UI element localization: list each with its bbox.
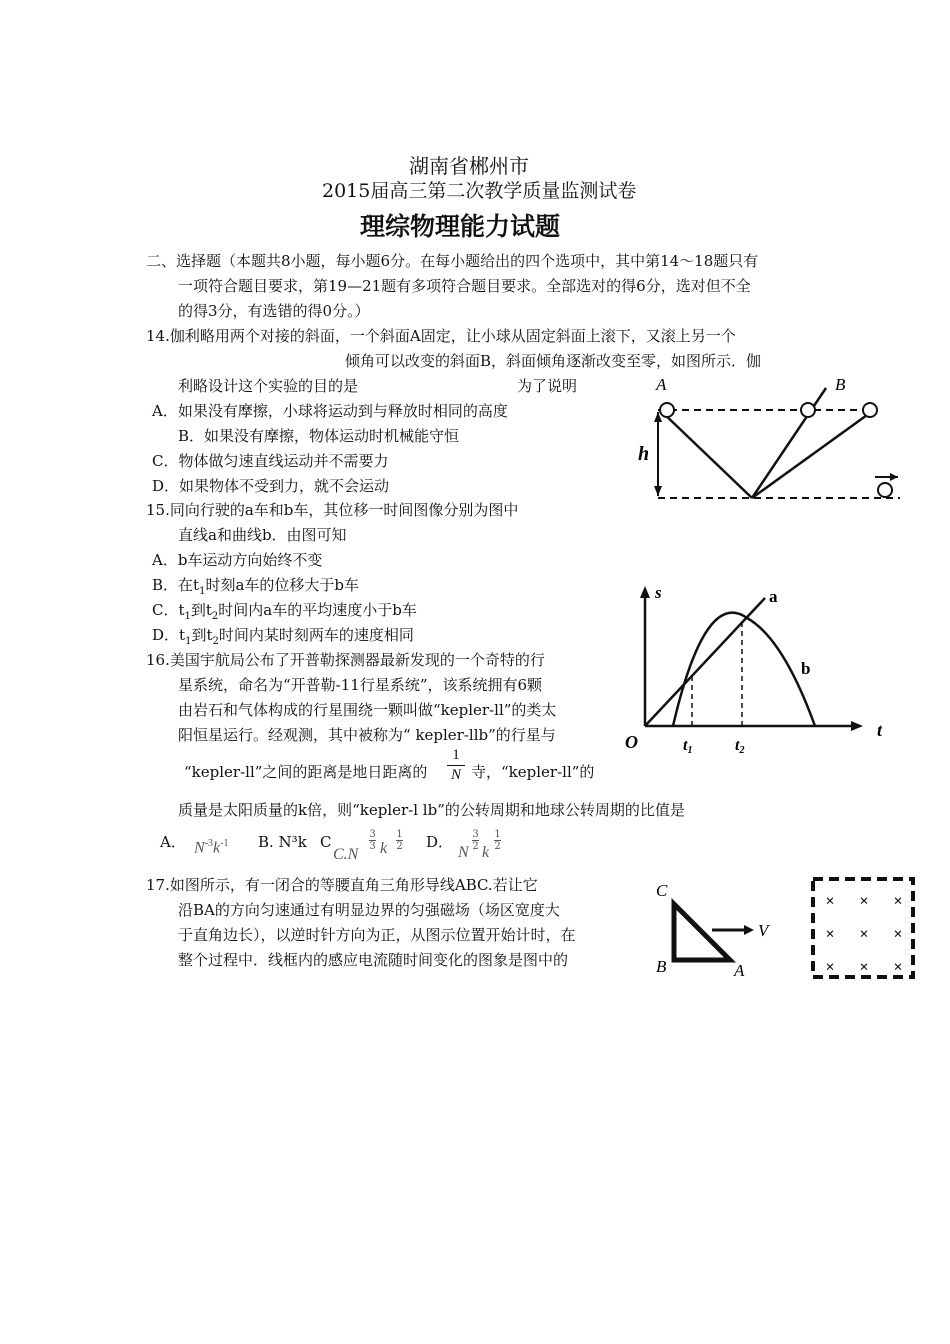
q14-option-c: C．物体做匀速直线运动并不需要力 <box>152 452 389 470</box>
q17-triangle-figure <box>650 876 780 986</box>
axis-s: s <box>655 583 662 602</box>
line-a-label: a <box>769 587 778 606</box>
q14-stem-3a: 利略设计这个实验的目的是 <box>178 377 359 395</box>
q15-st-graph <box>615 578 895 758</box>
axis-t: t <box>877 720 883 740</box>
q17-stem-1: 17.如图所示，有一闭合的等腰直角三角形导线ABC.若让它 <box>146 876 538 894</box>
curve-b-label: b <box>801 659 811 678</box>
q14-stem-2: 倾角可以改变的斜面B，斜面倾角逐渐改变至零，如图所示．伽 <box>345 352 762 370</box>
q17-stem-2: 沿BA的方向匀速通过有明显边界的匀强磁场（场区宽度大 <box>178 901 560 919</box>
q16-option-d-k: k <box>482 844 490 861</box>
tick-t2: t2 <box>735 737 745 756</box>
q16-option-a-label: A． <box>160 833 186 851</box>
velocity-v: V <box>758 921 769 940</box>
q16-stem-4: 阳恒星运行。经观测，其中被称为“ kepler-llb”的行星与 <box>178 726 556 744</box>
q14-option-a: A．如果没有摩擦，小球将运动到与释放时相同的高度 <box>152 402 508 420</box>
q16-stem-6: 质量是太阳质量的k倍，则“kepler-l lb”的公转周期和地球公转周期的比值是 <box>178 801 685 819</box>
label-b: B <box>835 375 846 394</box>
q15-stem-2: 直线a和曲线b．由图可知 <box>178 526 347 544</box>
vertex-b: B <box>656 957 667 976</box>
field-cross-3: × <box>893 893 903 910</box>
q16-option-d-exp2: 1 2 <box>494 829 501 852</box>
q16-option-c-expr: C.N <box>333 846 359 863</box>
q16-option-a-expr: $N^{-3}k^{-1}$ <box>194 838 229 857</box>
section-instruction-2: 一项符合题目要求，第19—21题有多项符合题目要求。全部选对的得6分，选对但不全 <box>178 277 751 295</box>
q16-stem-3: 由岩石和气体构成的行星围绕一颗叫做“kepler-ll”的类太 <box>178 701 557 719</box>
tick-t1: t1 <box>683 737 693 756</box>
subject-title: 理综物理能力试题 <box>360 212 561 241</box>
q16-stem-5a: “kepler-ll”之间的距离是地日距离的 <box>184 763 428 781</box>
q16-option-d-n: N <box>458 844 469 861</box>
field-cross-5: × <box>859 926 869 943</box>
q14-stem-1: 14.伽利略用两个对接的斜面，一个斜面A固定，让小球从固定斜面上滚下，又滚上另一个 <box>146 327 736 345</box>
q15-stem-1: 15.同向行驶的a车和b车，其位移一时间图像分别为图中 <box>146 501 519 519</box>
q17-stem-4: 整个过程中．线框内的感应电流随时间变化的图象是图中的 <box>178 951 569 969</box>
q16-option-d-label: D． <box>426 833 454 851</box>
q17-stem-3: 于直角边长），以逆时针方向为正，从图示位置开始计时，在 <box>178 926 576 944</box>
field-cross-1: × <box>825 893 835 910</box>
q16-stem-5b: 寺，“kepler-ll”的 <box>471 763 595 781</box>
q16-stem-2: 星系统，命名为“开普勒-11行星系统”，该系统拥有6颗 <box>178 676 543 694</box>
q14-incline-figure <box>630 372 900 502</box>
q16-option-d-exp1: 3 2 <box>472 829 479 852</box>
field-cross-2: × <box>859 893 869 910</box>
field-cross-6: × <box>893 926 903 943</box>
q16-option-c-exp2: 1 2 <box>396 829 403 852</box>
section-instruction-3: 的得3分，有选错的得0分。） <box>178 302 370 320</box>
exam-title: 2015届高三第二次教学质量监测试卷 <box>322 180 637 202</box>
q15-option-d: D．$t_1$到$t_2$时间内某时刻两车的速度相同 <box>152 626 414 647</box>
q15-option-b: B．在$t_1$时刻a车的位移大于b车 <box>152 576 359 597</box>
field-cross-8: × <box>859 959 869 976</box>
section-instruction-1: 二、选择题（本题共8小题，每小题6分。在每小题给出的四个选项中，其中第14～18题只有 <box>146 252 759 270</box>
q16-option-c-label: C <box>320 833 332 851</box>
label-a: A <box>656 375 667 394</box>
region-title: 湖南省郴州市 <box>409 154 529 178</box>
label-h: h <box>638 443 650 465</box>
q16-option-c-k: k <box>380 840 388 857</box>
q15-option-c: C．$t_1$到$t_2$时间内a车的平均速度小于b车 <box>152 601 417 622</box>
q16-stem-1: 16.美国宇航局公布了开普勒探测器最新发现的一个奇特的行 <box>146 651 545 669</box>
q14-option-b: B．如果没有摩擦，物体运动时机械能守恒 <box>178 427 460 445</box>
vertex-a: A <box>734 961 745 980</box>
q16-option-c-exp1: 3 3 <box>369 829 376 852</box>
field-cross-7: × <box>825 959 835 976</box>
field-cross-9: × <box>893 959 903 976</box>
q16-option-b: B. N³k <box>258 833 307 851</box>
q17-magnetic-field <box>810 876 916 982</box>
q15-option-a: A．b车运动方向始终不变 <box>152 551 323 569</box>
q14-stem-3b: 为了说明 <box>517 377 578 395</box>
field-cross-4: × <box>825 926 835 943</box>
q14-option-d: D．如果物体不受到力，就不会运动 <box>152 477 390 495</box>
origin-o: O <box>625 732 638 752</box>
vertex-c: C <box>656 881 668 900</box>
q16-fraction: 1 N <box>447 747 465 784</box>
